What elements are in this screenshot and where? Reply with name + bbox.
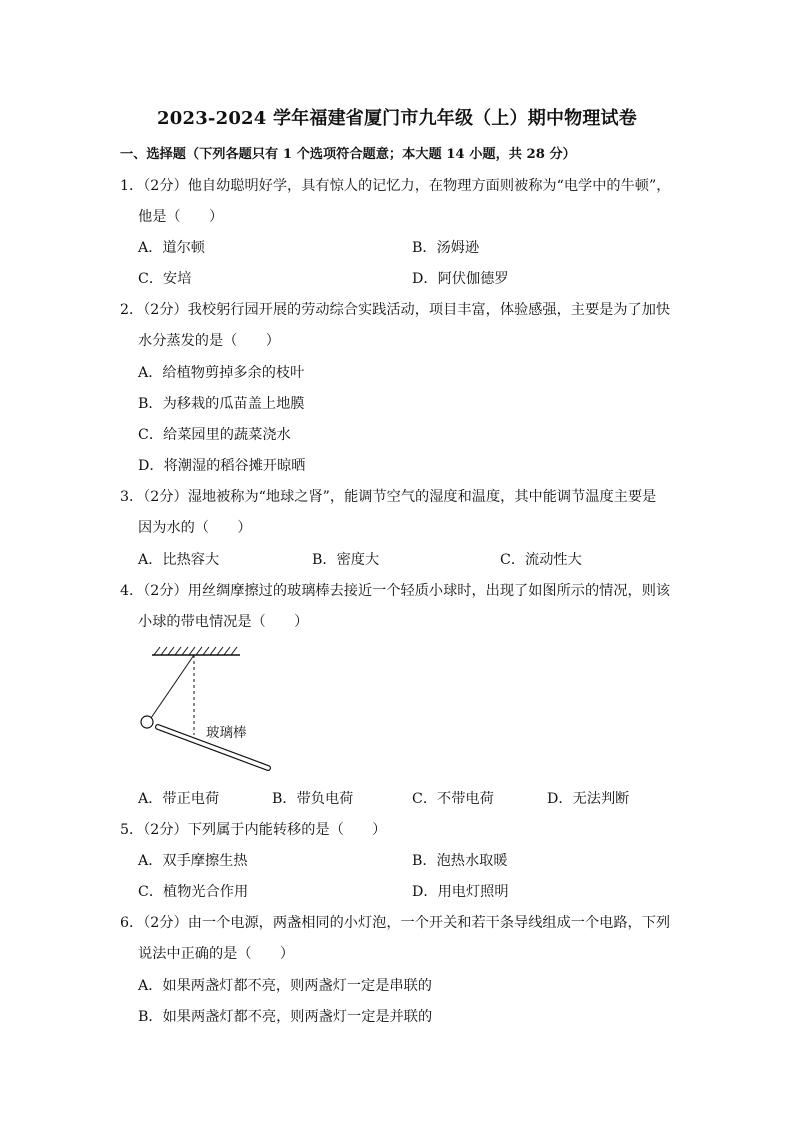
question-1-stem-line-2: 他是（ ） <box>138 209 224 225</box>
question-3-option-b: B．密度大 <box>312 552 380 568</box>
question-2-option-c: C．给菜园里的蔬菜浇水 <box>138 427 291 443</box>
charged-ball-figure <box>130 642 280 777</box>
question-3-option-a: A．比热容大 <box>138 552 220 568</box>
question-1-option-d: D．阿伏伽德罗 <box>412 271 509 287</box>
question-3-option-c: C．流动性大 <box>500 552 582 568</box>
question-1-option-c: C．安培 <box>138 271 192 287</box>
question-4-stem-line-1: 4．（2分）用丝绸摩擦过的玻璃棒去接近一个轻质小球时，出现了如图所示的情况，则该 <box>120 583 671 599</box>
question-2-option-b: B．为移栽的瓜苗盖上地膜 <box>138 396 305 412</box>
ceiling-support <box>152 647 240 655</box>
question-3-stem-line-1: 3．（2分）湿地被称为“地球之肾”，能调节空气的湿度和温度，其中能调节温度主要是 <box>120 489 657 505</box>
question-6-option-a: A．如果两盏灯都不亮，则两盏灯一定是串联的 <box>138 978 432 994</box>
question-6-option-b: B．如果两盏灯都不亮，则两盏灯一定是并联的 <box>138 1009 433 1025</box>
question-2-stem-line-1: 2．（2分）我校躬行园开展的劳动综合实践活动，项目丰富，体验感强，主要是为了加快 <box>120 302 671 318</box>
question-1-stem-line-1: 1．（2分）他自幼聪明好学，具有惊人的记忆力，在物理方面则被称为“电学中的牛顿”， <box>120 178 671 194</box>
question-5-stem-line-1: 5．（2分）下列属于内能转移的是（ ） <box>120 822 387 838</box>
question-1-option-a: A．道尔顿 <box>138 240 205 256</box>
suspension-thread <box>151 655 194 718</box>
question-6-stem-line-2: 说法中正确的是（ ） <box>138 946 295 962</box>
page-title: 2023-2024 学年福建省厦门市九年级（上）期中物理试卷 <box>157 108 637 129</box>
question-4-stem-line-2: 小球的带电情况是（ ） <box>138 614 309 630</box>
question-5-option-a: A．双手摩擦生热 <box>138 853 248 869</box>
question-4-option-d: D．无法判断 <box>547 791 630 807</box>
question-2-option-a: A．给植物剪掉多余的枝叶 <box>138 365 305 381</box>
question-5-option-b: B．泡热水取暖 <box>412 853 508 869</box>
question-2-option-d: D．将潮湿的稻谷摊开晾晒 <box>138 458 306 474</box>
question-3-stem-line-2: 因为水的（ ） <box>138 520 252 536</box>
section-heading: 一、选择题（下列各题只有 1 个选项符合题意；本大题 14 小题，共 28 分） <box>120 147 576 162</box>
question-1-option-b: B．汤姆逊 <box>412 240 480 256</box>
glass-rod-label: 玻璃棒 <box>206 725 247 741</box>
question-4-option-c: C．不带电荷 <box>412 791 494 807</box>
question-4-option-b: B．带负电荷 <box>272 791 354 807</box>
question-5-option-c: C．植物光合作用 <box>138 884 249 900</box>
question-6-stem-line-1: 6．（2分）由一个电源，两盏相同的小灯泡，一个开关和若干条导线组成一个电路，下列 <box>120 915 671 931</box>
question-5-option-d: D．用电灯照明 <box>412 884 509 900</box>
question-4-option-a: A．带正电荷 <box>138 791 220 807</box>
question-2-stem-line-2: 水分蒸发的是（ ） <box>138 333 280 349</box>
light-ball <box>141 716 153 728</box>
